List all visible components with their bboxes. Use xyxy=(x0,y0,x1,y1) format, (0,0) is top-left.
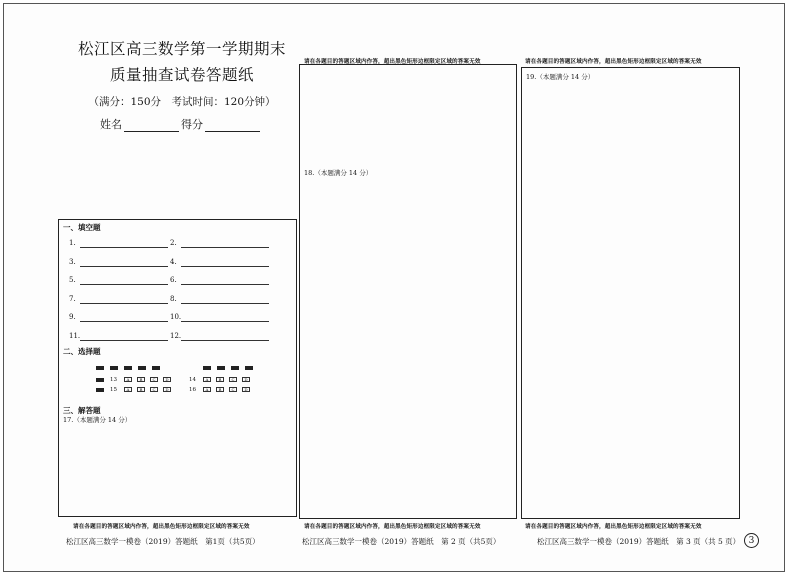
choice-question-number: 13 xyxy=(110,377,117,383)
question-19-label: 19.（本题满分 14 分） xyxy=(526,73,595,81)
fill-item-label: 4. xyxy=(170,257,177,266)
fill-answer-line[interactable] xyxy=(80,340,168,341)
fill-item-label: 12. xyxy=(170,331,182,340)
page1-answer-box xyxy=(58,219,297,517)
fill-item-label: 6. xyxy=(170,276,177,284)
timing-mark xyxy=(231,366,239,370)
footer-page3: 松江区高三数学一模卷（2019）答题纸 第 3 页（共 5 页） xyxy=(537,537,741,546)
section-answer: 三、解答题 xyxy=(63,406,101,415)
question-18-label: 18.（本题满分 14 分） xyxy=(304,169,373,177)
fill-item-label: 1. xyxy=(69,239,76,247)
timing-mark xyxy=(96,366,104,370)
timing-mark xyxy=(96,378,104,382)
score-label: 得分 xyxy=(181,118,203,131)
fill-answer-line[interactable] xyxy=(80,284,168,285)
notice-top-page2: 请在各题目的答题区域内作答，超出黑色矩形边框限定区域的答案无效 xyxy=(304,59,481,65)
fill-item-label: 2. xyxy=(170,239,177,247)
choice-option-a[interactable]: A xyxy=(203,377,211,382)
choice-option-d[interactable]: D xyxy=(163,387,171,392)
question-17-label: 17.（本题满分 14 分） xyxy=(63,416,132,424)
choice-option-c[interactable]: C xyxy=(150,377,158,382)
choice-option-c[interactable]: C xyxy=(150,387,158,392)
fill-answer-line[interactable] xyxy=(181,284,269,285)
fill-item-label: 8. xyxy=(170,294,177,303)
timing-mark xyxy=(152,366,160,370)
fill-answer-line[interactable] xyxy=(181,340,269,341)
notice-bottom-page1: 请在各题目的答题区域内作答，超出黑色矩形边框限定区域的答案无效 xyxy=(73,524,250,530)
timing-mark xyxy=(124,366,132,370)
name-field[interactable] xyxy=(124,120,179,132)
choice-option-b[interactable]: B xyxy=(216,387,224,392)
fill-answer-line[interactable] xyxy=(181,303,269,304)
fill-answer-line[interactable] xyxy=(181,321,269,322)
exam-info: （满分：150分 考试时间：120分钟） xyxy=(88,96,276,108)
fill-item-label: 10. xyxy=(170,313,182,321)
section-fill-blank: 一、填空题 xyxy=(63,223,101,232)
choice-option-c[interactable]: C xyxy=(229,387,237,392)
footer-page2: 松江区高三数学一模卷（2019）答题纸 第 2 页（共5页） xyxy=(302,537,501,546)
timing-mark xyxy=(245,366,253,370)
timing-mark xyxy=(110,366,118,370)
choice-option-b[interactable]: B xyxy=(137,387,145,392)
choice-question-number: 15 xyxy=(110,387,117,393)
choice-option-b[interactable]: B xyxy=(216,377,224,382)
notice-top-page3: 请在各题目的答题区域内作答，超出黑色矩形边框限定区域的答案无效 xyxy=(525,59,702,65)
notice-bottom-page3: 请在各题目的答题区域内作答，超出黑色矩形边框限定区域的答案无效 xyxy=(525,524,702,530)
sheet-title-line1: 松江区高三数学第一学期期末 xyxy=(77,40,286,58)
choice-question-number: 14 xyxy=(189,377,196,383)
fill-answer-line[interactable] xyxy=(80,303,168,304)
fill-answer-line[interactable] xyxy=(80,247,168,248)
fill-item-label: 5. xyxy=(69,276,76,284)
fill-answer-line[interactable] xyxy=(181,266,269,267)
name-label: 姓名 xyxy=(100,118,122,131)
fill-answer-line[interactable] xyxy=(80,321,168,322)
fill-item-label: 7. xyxy=(69,294,76,303)
choice-option-b[interactable]: B xyxy=(137,377,145,382)
fill-answer-line[interactable] xyxy=(80,266,168,267)
choice-option-d[interactable]: D xyxy=(242,387,250,392)
page3-answer-box[interactable] xyxy=(521,67,740,519)
score-field[interactable] xyxy=(205,120,260,132)
section-multiple-choice: 二、选择题 xyxy=(63,347,101,356)
choice-option-a[interactable]: A xyxy=(203,387,211,392)
timing-mark xyxy=(203,366,211,370)
timing-mark xyxy=(217,366,225,370)
fill-item-label: 3. xyxy=(69,257,76,266)
footer-page1: 松江区高三数学一模卷（2019）答题纸 第1页（共5页） xyxy=(66,537,260,546)
fill-item-label: 9. xyxy=(69,313,76,321)
choice-question-number: 16 xyxy=(189,387,196,393)
choice-option-a[interactable]: A xyxy=(124,377,132,382)
page-number-marker: 3 xyxy=(744,533,759,548)
name-score-row xyxy=(100,116,262,132)
fill-item-label: 11. xyxy=(69,331,81,340)
choice-option-d[interactable]: D xyxy=(242,377,250,382)
page2-answer-box[interactable] xyxy=(299,64,517,519)
choice-option-c[interactable]: C xyxy=(229,377,237,382)
fill-answer-line[interactable] xyxy=(181,247,269,248)
notice-bottom-page2: 请在各题目的答题区域内作答，超出黑色矩形边框限定区域的答案无效 xyxy=(304,524,481,530)
sheet-title-line2: 质量抽查试卷答题纸 xyxy=(109,66,254,84)
choice-option-d[interactable]: D xyxy=(163,377,171,382)
choice-option-a[interactable]: A xyxy=(124,387,132,392)
timing-mark xyxy=(96,388,104,392)
timing-mark xyxy=(138,366,146,370)
